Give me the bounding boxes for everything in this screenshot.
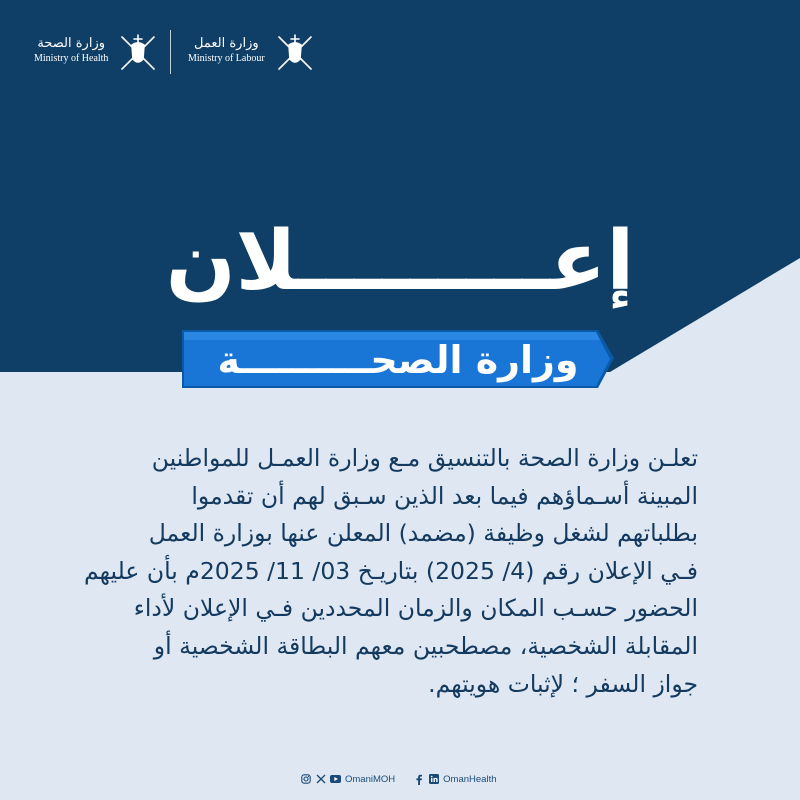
ministry-of-health-wordmark	[34, 36, 108, 66]
announcement-title: إعـــــــــلان	[165, 214, 635, 309]
ministry-of-health-arabic: وزارة الصحة	[37, 36, 106, 51]
ministry-of-health-logo	[34, 26, 160, 76]
linkedin-icon[interactable]	[428, 774, 439, 785]
ministry-of-labour-arabic: وزارة العمل	[194, 36, 259, 51]
instagram-icon[interactable]	[300, 774, 311, 785]
body-line: تعلـن وزارة الصحة بالتنسيق مـع وزارة العمـل للمواطنين	[151, 444, 698, 472]
social-footer	[300, 771, 497, 787]
body-line: فـي الإعلان رقم (4/ 2025) بتاريـخ 03/ 11/ 2025م بأن عليهم	[84, 556, 698, 585]
footer-handle-health[interactable]: OmanHealth	[443, 773, 497, 785]
body-line: جواز السفر ؛ لإثبات هويتهم.	[428, 669, 698, 698]
footer-handle-moh[interactable]: OmaniMOH	[345, 773, 396, 785]
body-line: الحضور حسـب المكان والزمان المحددين فـي الإعلان لأداء	[133, 594, 698, 623]
ministry-of-labour-wordmark	[188, 36, 265, 66]
oman-emblem-icon	[116, 29, 160, 73]
body-line: المقابلة الشخصية، مصطحبين معهم البطاقة الشخصية أو	[153, 631, 698, 660]
facebook-icon[interactable]	[413, 774, 424, 785]
ministry-of-labour-logo	[188, 26, 317, 76]
body-line: المبينة أسـماؤهم فيما بعد الذين سـبق لهم أن تقدموا	[191, 481, 698, 510]
body-line: بطلباتهم لشغل وظيفة (مضمد) المعلن عنها بوزارة العمل	[148, 519, 698, 548]
ministry-of-labour-english: Ministry of Labour	[188, 53, 265, 64]
logo-divider	[170, 30, 171, 74]
announcement-body	[84, 440, 698, 703]
oman-emblem-icon	[273, 29, 317, 73]
x-icon[interactable]	[315, 774, 326, 785]
ministry-of-health-english: Ministry of Health	[34, 53, 109, 64]
ribbon-label: وزارة الصحــــــــــة	[217, 338, 579, 382]
youtube-icon[interactable]	[330, 774, 341, 785]
